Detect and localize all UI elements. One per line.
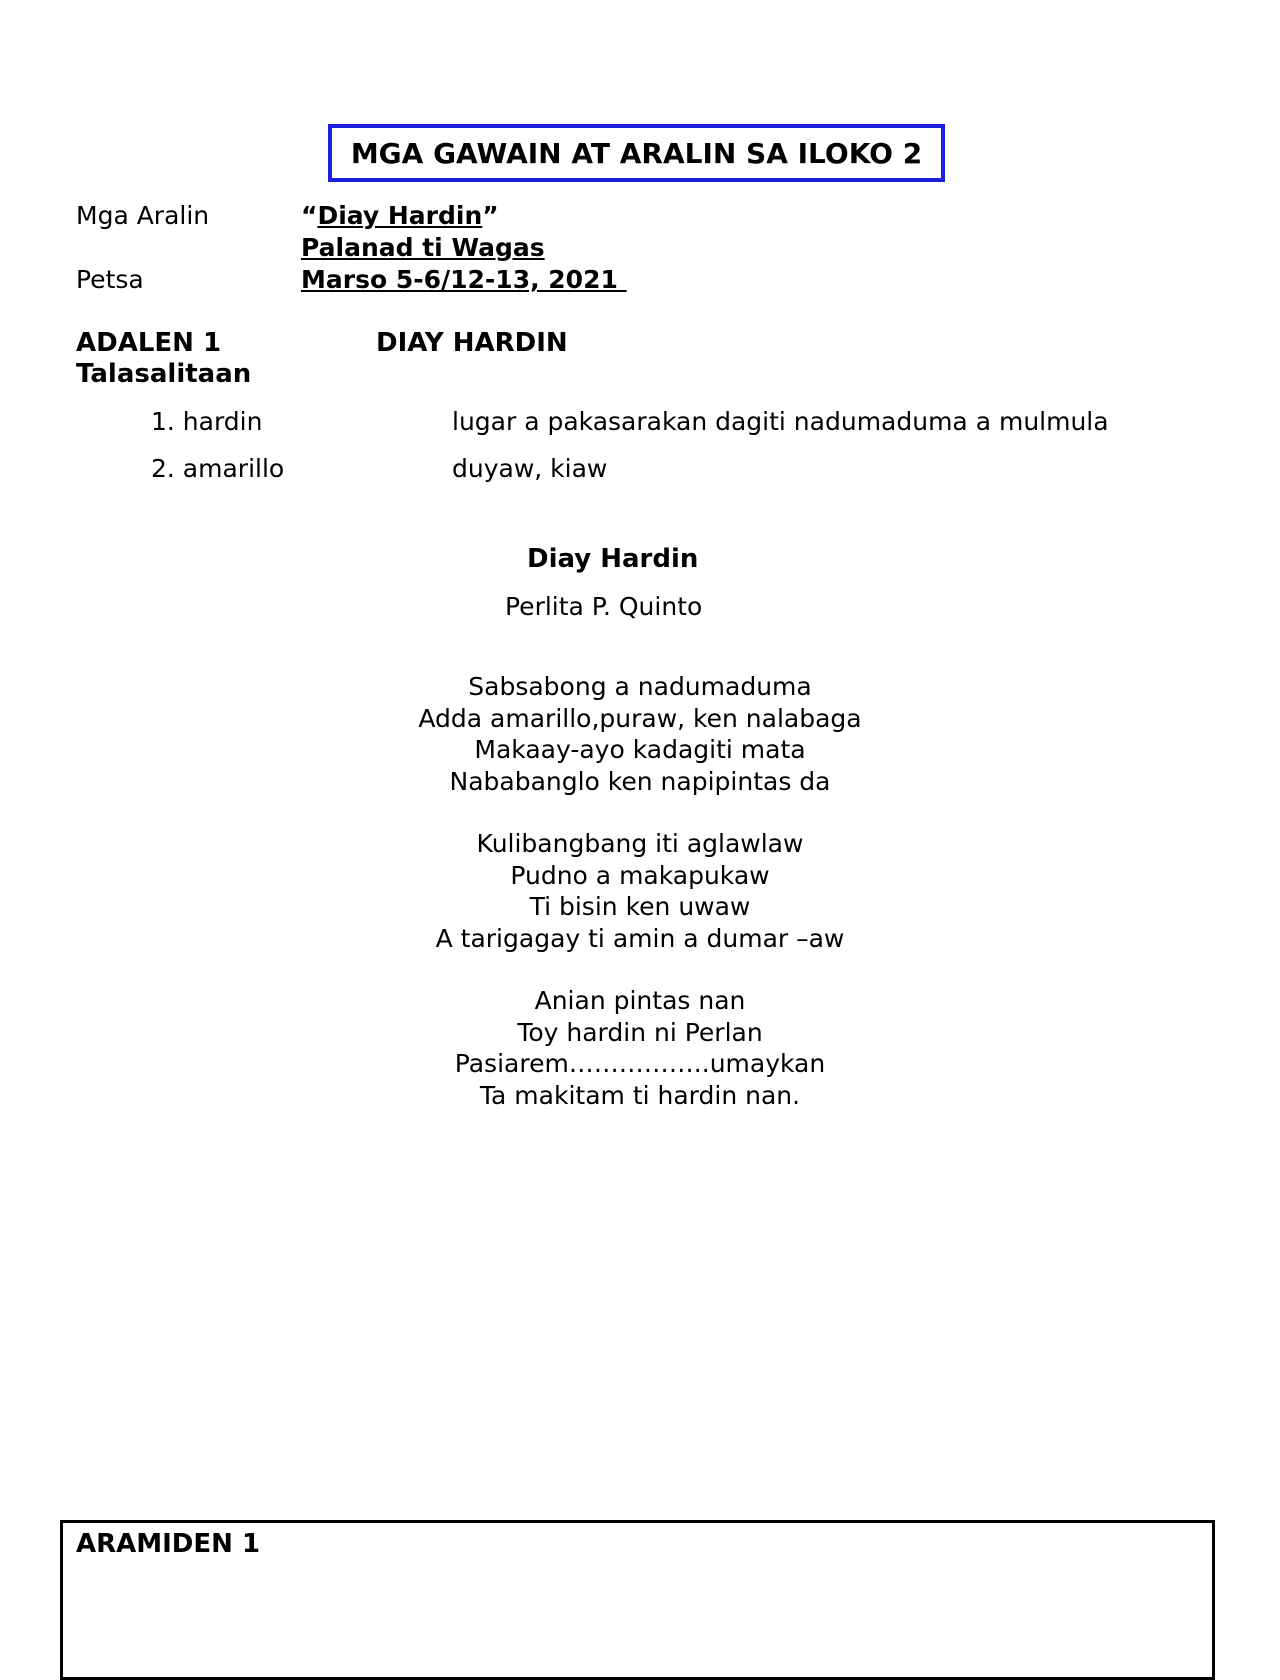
poem-line: Pasiarem……………..umaykan [454, 1049, 826, 1078]
vocab-definition: lugar a pakasarakan dagiti nadumaduma a mulmula [452, 407, 1109, 436]
poem-line: Sabsabong a nadumaduma [468, 672, 812, 701]
aralin-title-line [301, 201, 499, 230]
poem-title: Diay Hardin [527, 544, 699, 574]
document-title: MGA GAWAIN AT ARALIN SA ILOKO 2 [350, 136, 923, 170]
poem-line: Anian pintas nan [534, 986, 746, 1015]
petsa-value: Marso 5-6/12-13, 2021 [301, 265, 627, 294]
aralin-subtitle: Palanad ti Wagas [301, 233, 545, 262]
document-title-box [328, 124, 945, 182]
vocab-term: 1. hardin [151, 407, 263, 436]
poem-stanza [0, 985, 1280, 1111]
aralin-title: Diay Hardin [317, 201, 483, 230]
vocab-definition: duyaw, kiaw [452, 454, 608, 483]
poem-stanza [0, 671, 1280, 797]
poem-line: A tarigagay ti amin a dumar –aw [435, 923, 845, 953]
poem-stanza [0, 828, 1280, 954]
adalen-label: ADALEN 1 [76, 328, 222, 358]
open-quote: “ [301, 201, 318, 230]
poem-line: Makaay-ayo kadagiti mata [474, 735, 806, 764]
aramiden-box [60, 1520, 1215, 1680]
poem-line: Pudno a makapukaw [510, 860, 770, 890]
petsa-label: Petsa [76, 265, 144, 294]
poem-line: Ti bisin ken uwaw [529, 892, 751, 921]
poem-author: Perlita P. Quinto [505, 592, 703, 621]
poem-line: Ta makitam ti hardin nan. [479, 1080, 801, 1110]
poem-line: Kulibangbang iti aglawlaw [476, 829, 804, 858]
poem-body [0, 671, 1280, 1142]
poem-line: Adda amarillo,puraw, ken nalabaga [418, 703, 862, 733]
aramiden-label: ARAMIDEN 1 [76, 1529, 261, 1559]
talasalitaan-heading: Talasalitaan [76, 359, 252, 389]
aralin-label: Mga Aralin [76, 201, 210, 230]
vocab-term: 2. amarillo [151, 454, 285, 483]
poem-line: Toy hardin ni Perlan [517, 1017, 763, 1047]
poem-line: Nababanglo ken napipintas da [449, 766, 831, 796]
close-quote: ” [482, 201, 499, 230]
adalen-heading: DIAY HARDIN [376, 328, 568, 358]
